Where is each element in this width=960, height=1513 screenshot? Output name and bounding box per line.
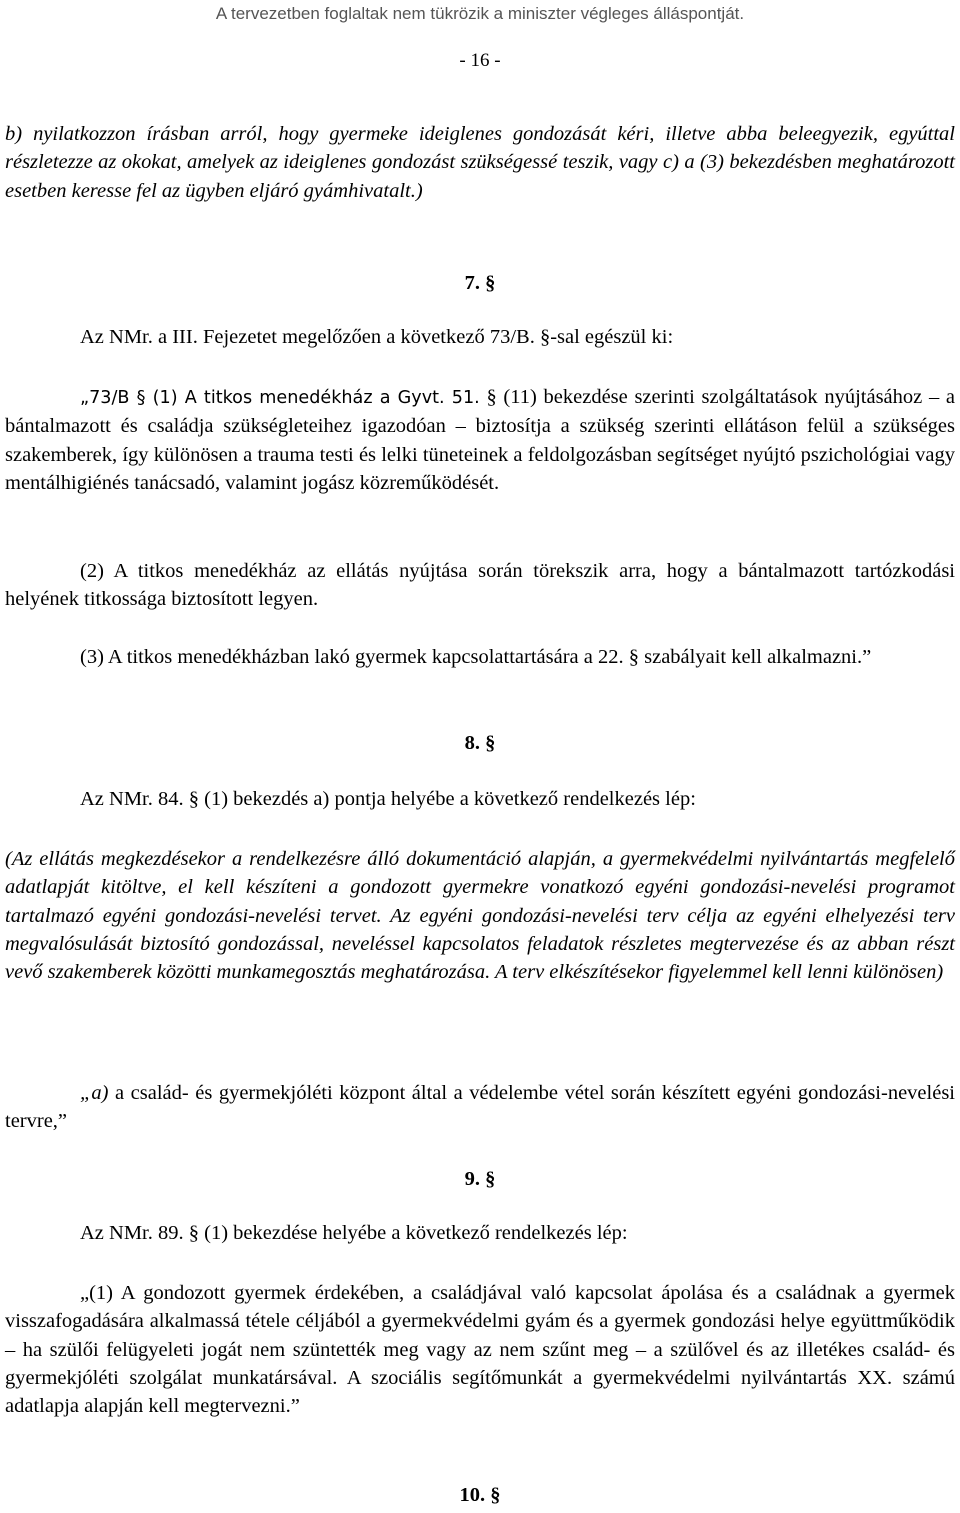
section-10-heading: 10. § <box>459 1484 501 1506</box>
point-a-rest: a család- és gyermekjóléti központ által a védelembe vétel során készített egyéni gondozási-nevelési tervre,” <box>5 1082 955 1133</box>
point-a-lead: „a) <box>80 1082 109 1104</box>
section-9-heading: 9. § <box>464 1168 496 1190</box>
section-8-intro: Az NMr. 84. § (1) bekezdés a) pontja helyébe a következő rendelkezés lép: <box>80 788 696 810</box>
section-7-paragraph-1-rest: § (11) bekezdése szerinti szolgáltatások nyújtásához – a bántalmazott és családja szükségleteihez igazodóan – biztosítja a szükség szerinti ellátáson felül a szükséges szakemberek, így különösen a trauma testi és lelki tüneteinek a feldolgozásban segítséget nyújtó pszichológiai vagy mentálhigiénés tanácsadó, valamint jogász közreműködését. <box>5 386 955 494</box>
section-7-paragraph-2: (2) A titkos menedékház az ellátás nyújtása során törekszik arra, hogy a bántalmazott tartózkodási helyének titkossága biztosított legyen. <box>5 560 955 611</box>
section-7-paragraph-1-lead: „73/B § (1) A titkos menedékház a Gyvt. 51. <box>80 388 480 408</box>
section-7-heading: 7. § <box>464 272 496 294</box>
section-7-paragraph-3: (3) A titkos menedékházban lakó gyermek kapcsolattartására a 22. § szabályait kell alkalmazni.” <box>80 646 872 668</box>
section-7-intro: Az NMr. a III. Fejezetet megelőzően a következő 73/B. §-sal egészül ki: <box>80 326 674 348</box>
draft-notice: A tervezetben foglaltak nem tükrözik a miniszter végleges álláspontját. <box>215 4 745 23</box>
section-8-point-a <box>5 1079 955 1136</box>
page-number: - 16 - <box>459 50 501 71</box>
section-7-paragraph-1 <box>5 383 955 497</box>
section-8-context: (Az ellátás megkezdésekor a rendelkezésre álló dokumentáció alapján, a gyermekvédelmi nyilvántartás megfelelő adatlapját kitöltve, el kell készíteni a gondozott gyermekre vonatkozó egyéni gondozási-nevelési programot tartalmazó egyéni gondozási-nevelési tervet. Az egyéni gondozási-nevelési terv célja az egyéni elhelyezési terv megvalósulását biztosító gondozással, neveléssel kapcsolatos feladatok részletes megtervezése és az abban részt vevő szakemberek közötti munkamegosztás meghatározása. A terv elkészítésekor figyelemmel kell lenni különösen) <box>5 848 955 984</box>
section-9-intro: Az NMr. 89. § (1) bekezdése helyébe a következő rendelkezés lép: <box>80 1222 628 1244</box>
section-8-heading: 8. § <box>464 732 496 754</box>
points-b-c: b) nyilatkozzon írásban arról, hogy gyermeke ideiglenes gondozását kéri, illetve abba beleegyezik, egyúttal részletezze az okokat, amelyek az ideiglenes gondozást szükségessé teszik, vagy c) a (3) bekezdésben meghatározott esetben keresse fel az ügyben eljáró gyámhivatalt.) <box>5 123 955 202</box>
section-9-text: „(1) A gondozott gyermek érdekében, a családjával való kapcsolat ápolása és a családnak a gyermek visszafogadására alkalmassá tétele céljából a gyermekvédelmi gyám és a gyermek gondozási helye együttműködik – ha szülői felügyeleti jogát nem szüntették meg vagy az nem szűnt meg – a szülővel és az illetékes család- és gyermekjóléti szolgálat munkatársával. A szociális segítőmunkát a gyermekvédelmi nyilvántartás XX. számú adatlapja alapján kell megtervezni.” <box>5 1282 955 1418</box>
